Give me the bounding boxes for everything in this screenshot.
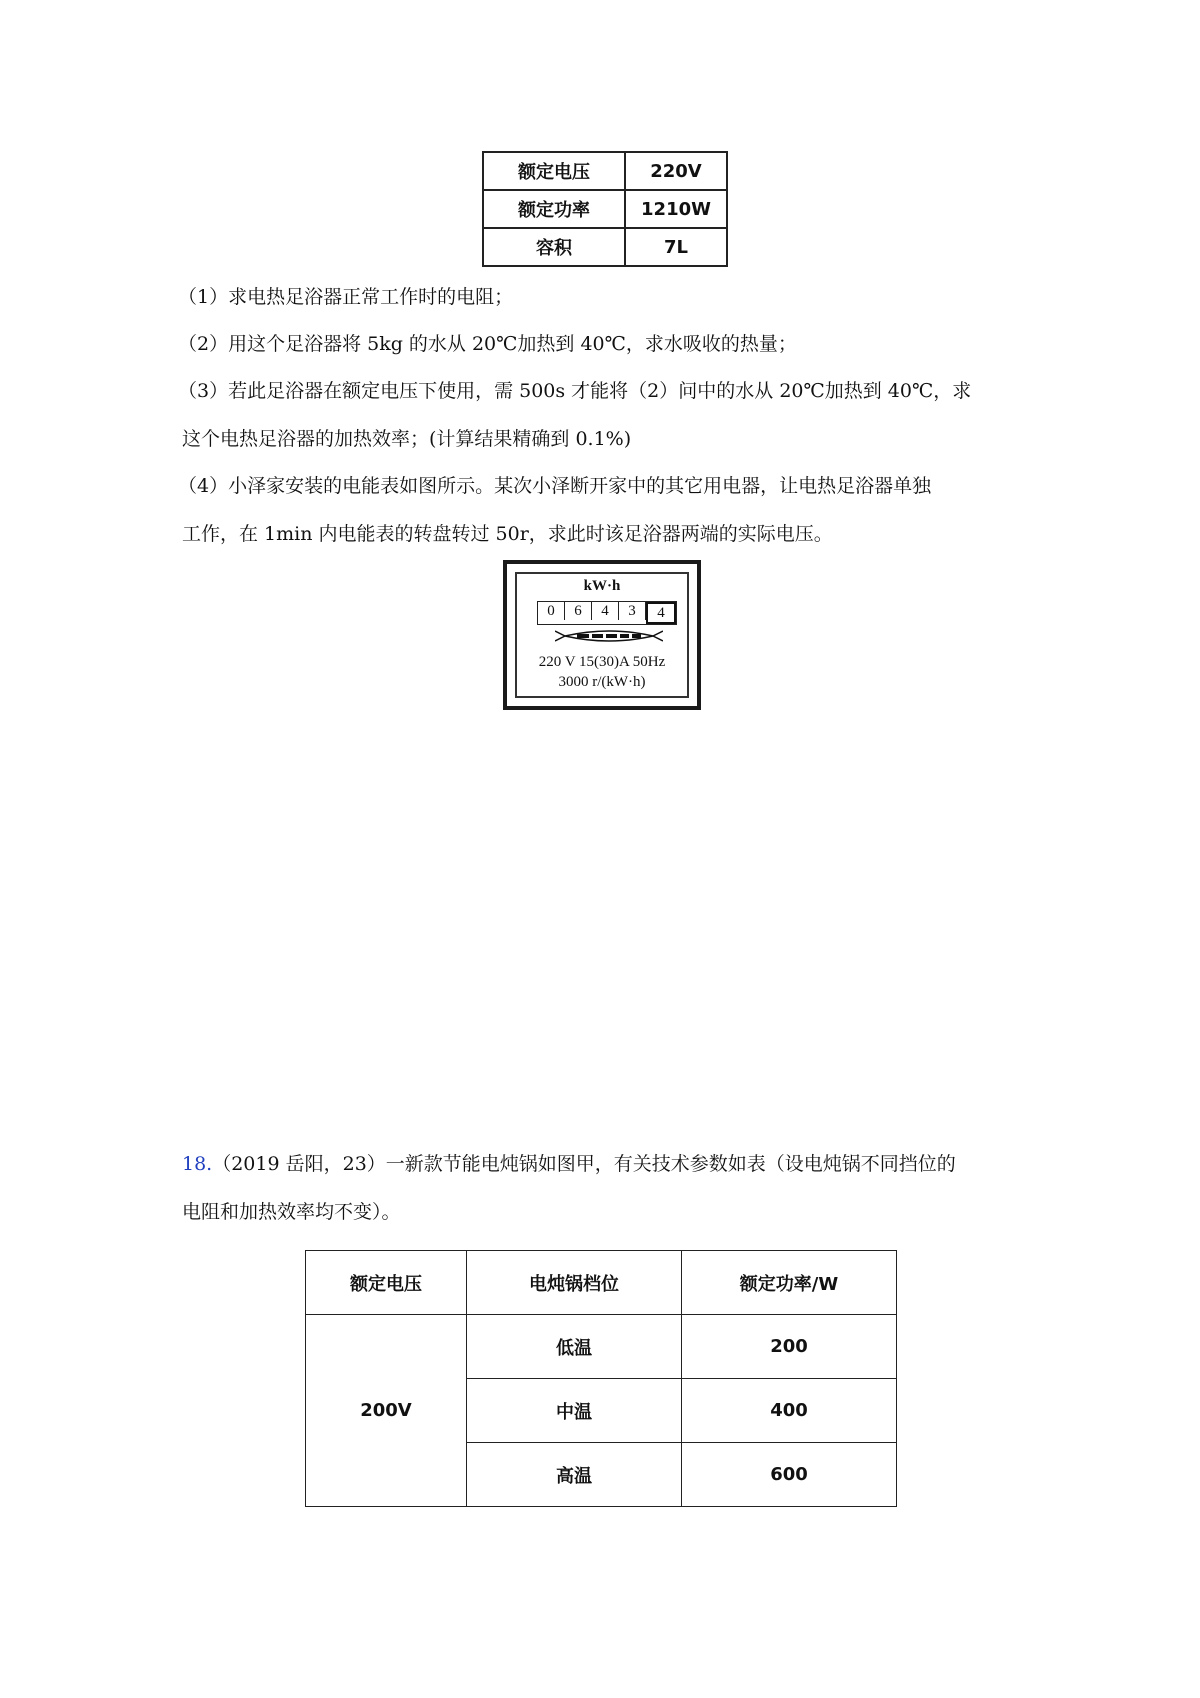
meter-digit: 4 <box>592 602 619 620</box>
question-1: （1）求电热足浴器正常工作时的电阻； <box>178 286 514 308</box>
level-cell: 低温 <box>467 1315 682 1379</box>
table-row <box>306 1315 897 1379</box>
meter-digit: 0 <box>538 602 565 620</box>
spec-label: 额定电压 <box>483 152 625 190</box>
power-cell: 600 <box>682 1443 897 1507</box>
table-row <box>483 152 727 190</box>
question-18-text: （2019 岳阳，23）一新款节能电炖锅如图甲，有关技术参数如表（设电炖锅不同挡位的 <box>212 1153 956 1175</box>
spec-label: 容积 <box>483 228 625 266</box>
question-18-line-2: 电阻和加热效率均不变）。 <box>182 1201 401 1223</box>
spec-value: 7L <box>625 228 727 266</box>
column-header: 电炖锅档位 <box>467 1251 682 1315</box>
spec-value: 1210W <box>625 190 727 228</box>
table-row <box>483 190 727 228</box>
question-3-line-1: （3）若此足浴器在额定电压下使用，需 500s 才能将（2）问中的水从 20℃加热到 40℃，求 <box>178 380 972 402</box>
level-cell: 中温 <box>467 1379 682 1443</box>
meter-unit: kW·h <box>583 578 621 594</box>
question-2: （2）用这个足浴器将 5kg 的水从 20℃加热到 40℃，求水吸收的热量； <box>178 333 797 355</box>
level-cell: 高温 <box>467 1443 682 1507</box>
meter-rotor-disc-icon <box>555 629 663 643</box>
power-cell: 200 <box>682 1315 897 1379</box>
column-header: 额定功率/W <box>682 1251 897 1315</box>
table-row <box>483 228 727 266</box>
question-4-line-2: 工作，在 1min 内电能表的转盘转过 50r，求此时该足浴器两端的实际电压。 <box>182 523 833 545</box>
column-header: 额定电压 <box>306 1251 467 1315</box>
spec-table <box>482 151 728 267</box>
question-18-line-1 <box>182 1152 956 1176</box>
rated-voltage-cell: 200V <box>306 1315 467 1507</box>
question-4-line-1: （4）小泽家安装的电能表如图所示。某次小泽断开家中的其它用电器，让电热足浴器单独 <box>178 475 932 497</box>
electricity-meter-figure <box>503 560 701 710</box>
question-number: 18. <box>182 1153 213 1175</box>
spec-label: 额定功率 <box>483 190 625 228</box>
meter-constant: 3000 r/(kW·h) <box>558 674 646 690</box>
meter-digit: 6 <box>565 602 592 620</box>
power-cell: 400 <box>682 1379 897 1443</box>
meter-digit: 3 <box>619 602 646 620</box>
spec-value: 220V <box>625 152 727 190</box>
meter-face <box>515 572 689 698</box>
question-3-line-2: 这个电热足浴器的加热效率；(计算结果精确到 0.1%) <box>182 428 632 450</box>
stew-pot-table <box>305 1250 897 1507</box>
meter-digit-decimal: 4 <box>646 602 676 624</box>
meter-rating: 220 V 15(30)A 50Hz <box>538 654 666 670</box>
table-header-row <box>306 1251 897 1315</box>
meter-reading <box>537 601 677 625</box>
